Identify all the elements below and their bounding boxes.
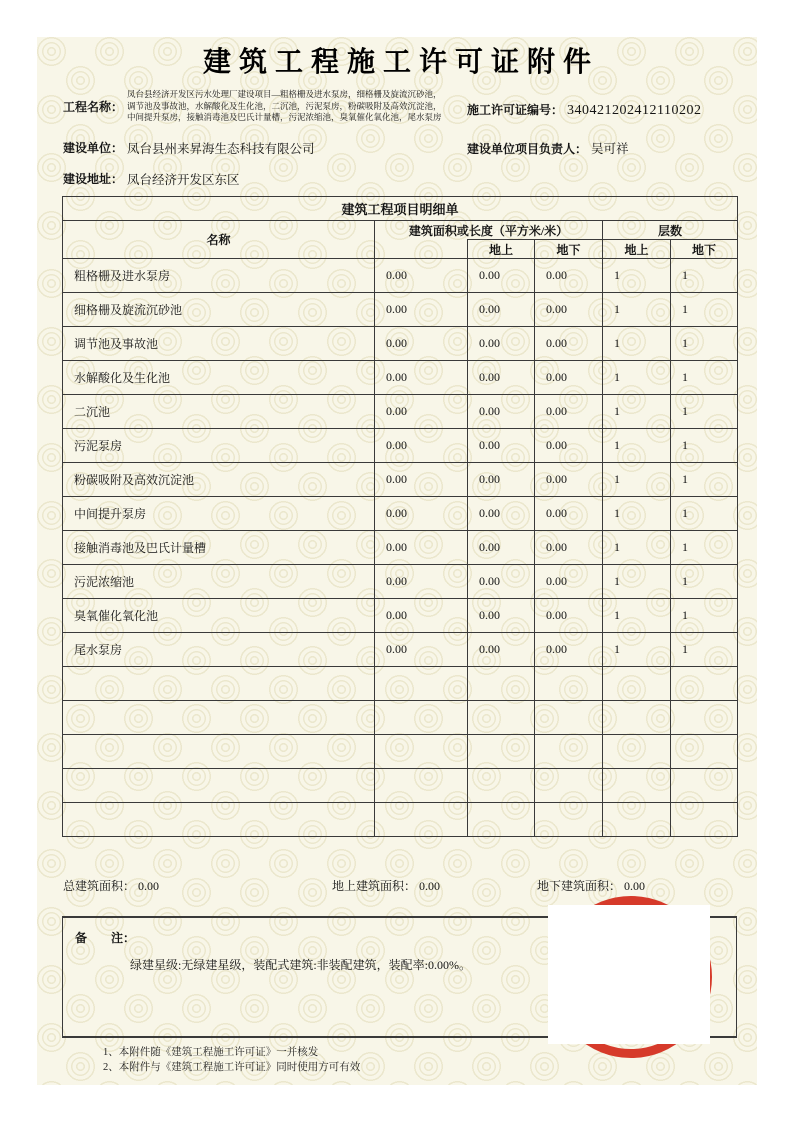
table-row-area_below: 0.00 xyxy=(535,361,603,395)
table-row-name: 二沉池 xyxy=(63,395,375,429)
table-row-area_below: 0.00 xyxy=(535,327,603,361)
table-row-name: 尾水泵房 xyxy=(63,633,375,667)
table-row-area_total: 0.00 xyxy=(375,429,468,463)
table-row xyxy=(63,599,738,633)
table-row-area_above: 0.00 xyxy=(468,293,535,327)
table-row-area_below: 0.00 xyxy=(535,395,603,429)
table-empty-row xyxy=(63,769,738,803)
table-row-area_below: 0.00 xyxy=(535,565,603,599)
seal-redaction-patch xyxy=(548,905,710,1044)
table-empty-row xyxy=(63,701,738,735)
table-row-area_total: 0.00 xyxy=(375,463,468,497)
table-empty-row-floors_above xyxy=(603,667,671,701)
table-empty-row-name xyxy=(63,803,375,837)
table-empty-row-area_total xyxy=(375,803,468,837)
table-row-floors_below: 1 xyxy=(671,633,738,667)
table-empty-row-name xyxy=(63,701,375,735)
table-row-floors_below: 1 xyxy=(671,599,738,633)
builder-label: 建设单位： xyxy=(63,141,124,155)
project-table-body xyxy=(63,197,738,837)
table-row xyxy=(63,463,738,497)
table-row-name: 水解酸化及生化池 xyxy=(63,361,375,395)
table-row-floors_above: 1 xyxy=(603,361,671,395)
table-empty-row xyxy=(63,735,738,769)
below-area-field: 地下建筑面积： 0.00 xyxy=(537,879,646,893)
table-row-area_below: 0.00 xyxy=(535,293,603,327)
table-title: 建筑工程项目明细单 xyxy=(63,197,738,221)
project-name-line-1: 凤台县经济开发区污水处理厂建设项目—粗格栅及进水泵房，细格栅及旋流沉砂池， xyxy=(127,89,442,99)
table-row-name: 粉碳吸附及高效沉淀池 xyxy=(63,463,375,497)
table-row-area_total: 0.00 xyxy=(375,395,468,429)
table-row-floors_below: 1 xyxy=(671,565,738,599)
table-row-floors_below: 1 xyxy=(671,293,738,327)
col-header-name: 名称 xyxy=(63,221,375,259)
table-row-area_below: 0.00 xyxy=(535,259,603,293)
table-row xyxy=(63,429,738,463)
table-row-floors_above: 1 xyxy=(603,395,671,429)
project-name-value xyxy=(127,89,457,124)
table-row-area_above: 0.00 xyxy=(468,633,535,667)
table-row-floors_above: 1 xyxy=(603,327,671,361)
table-empty-row-area_above xyxy=(468,667,535,701)
table-row-area_total: 0.00 xyxy=(375,531,468,565)
table-row-area_above: 0.00 xyxy=(468,395,535,429)
table-empty-row-area_total xyxy=(375,701,468,735)
table-row-floors_above: 1 xyxy=(603,565,671,599)
table-title-row xyxy=(63,197,738,221)
table-row-name: 接触消毒池及巴氏计量槽 xyxy=(63,531,375,565)
table-empty-row-area_below xyxy=(535,803,603,837)
table-row-area_above: 0.00 xyxy=(468,361,535,395)
project-name-line-2: 调节池及事故池，水解酸化及生化池，二沉池，污泥泵房，粉碳吸附及高效沉淀池， xyxy=(127,100,442,111)
table-row-area_below: 0.00 xyxy=(535,429,603,463)
manager-field xyxy=(467,139,629,158)
page-title: 建筑工程施工许可证附件 xyxy=(202,47,599,78)
above-area-field: 地上建筑面积： 0.00 xyxy=(332,879,441,893)
table-empty-row xyxy=(63,667,738,701)
permit-no-value: 340421202412110202 xyxy=(567,103,702,118)
table-row-floors_above: 1 xyxy=(603,497,671,531)
table-row-floors_below: 1 xyxy=(671,497,738,531)
table-empty-row-name xyxy=(63,667,375,701)
table-row-floors_above: 1 xyxy=(603,531,671,565)
table-row-area_total: 0.00 xyxy=(375,293,468,327)
table-empty-row-floors_below xyxy=(671,667,738,701)
permit-no-label: 施工许可证编号： xyxy=(467,103,564,117)
address-label: 建设地址： xyxy=(63,172,124,186)
table-row-area_total: 0.00 xyxy=(375,259,468,293)
table-row-name: 臭氧催化氧化池 xyxy=(63,599,375,633)
address-value: 凤台经济开发区东区 xyxy=(127,173,240,187)
table-row xyxy=(63,395,738,429)
table-row-floors_above: 1 xyxy=(603,463,671,497)
table-row-area_below: 0.00 xyxy=(535,497,603,531)
table-empty-row-name xyxy=(63,769,375,803)
table-row-area_above: 0.00 xyxy=(468,259,535,293)
table-empty-row-area_above xyxy=(468,701,535,735)
table-row-area_above: 0.00 xyxy=(468,497,535,531)
col-header-area-group: 建筑面积或长度（平方米/米） xyxy=(375,221,603,240)
col-header-floors-group: 层数 xyxy=(603,221,738,240)
table-row-name: 污泥浓缩池 xyxy=(63,565,375,599)
table-empty-row-area_above xyxy=(468,769,535,803)
table-empty-row-area_total xyxy=(375,769,468,803)
table-row-floors_below: 1 xyxy=(671,395,738,429)
table-row-name: 粗格栅及进水泵房 xyxy=(63,259,375,293)
table-empty-row-floors_below xyxy=(671,701,738,735)
table-empty-row-floors_above xyxy=(603,735,671,769)
table-row xyxy=(63,293,738,327)
table-row xyxy=(63,497,738,531)
table-empty-row xyxy=(63,803,738,837)
table-row-floors_above: 1 xyxy=(603,429,671,463)
col-header-area-above: 地上 xyxy=(468,240,535,259)
table-empty-row-area_above xyxy=(468,735,535,769)
table-empty-row-area_below xyxy=(535,735,603,769)
table-empty-row-area_total xyxy=(375,667,468,701)
project-name-label: 工程名称： xyxy=(63,100,124,114)
table-row-area_total: 0.00 xyxy=(375,361,468,395)
footnotes xyxy=(103,1045,360,1075)
remark-content: 绿建星级:无绿建星级，装配式建筑:非装配建筑，装配率:0.00%。 xyxy=(130,958,472,972)
table-empty-row-floors_below xyxy=(671,769,738,803)
table-row-area_above: 0.00 xyxy=(468,429,535,463)
col-header-area-below: 地下 xyxy=(535,240,603,259)
table-empty-row-area_below xyxy=(535,769,603,803)
table-empty-row-floors_below xyxy=(671,735,738,769)
table-row xyxy=(63,259,738,293)
project-name-line-3: 中间提升泵房，接触消毒池及巴氏计量槽，污泥浓缩池，臭氧催化氧化池，尾水泵房 xyxy=(127,112,442,122)
table-row xyxy=(63,361,738,395)
table-row-area_above: 0.00 xyxy=(468,531,535,565)
table-empty-row-floors_above xyxy=(603,769,671,803)
footnote-1: 1、本附件随《建筑工程施工许可证》一并核发 xyxy=(103,1047,319,1058)
table-row-floors_below: 1 xyxy=(671,429,738,463)
table-empty-row-area_below xyxy=(535,701,603,735)
table-row xyxy=(63,327,738,361)
table-row-area_below: 0.00 xyxy=(535,633,603,667)
table-row-floors_below: 1 xyxy=(671,259,738,293)
project-detail-table xyxy=(62,196,738,837)
table-row-area_total: 0.00 xyxy=(375,327,468,361)
table-row-area_below: 0.00 xyxy=(535,463,603,497)
table-row-floors_above: 1 xyxy=(603,259,671,293)
table-empty-row-area_below xyxy=(535,667,603,701)
table-row-area_total: 0.00 xyxy=(375,565,468,599)
footnote-2: 2、本附件与《建筑工程施工许可证》同时使用方可有效 xyxy=(103,1062,361,1073)
table-row-name: 中间提升泵房 xyxy=(63,497,375,531)
table-row xyxy=(63,531,738,565)
table-row-floors_above: 1 xyxy=(603,633,671,667)
table-row-floors_below: 1 xyxy=(671,361,738,395)
total-area-field: 总建筑面积： 0.00 xyxy=(63,879,160,893)
table-row-area_total: 0.00 xyxy=(375,633,468,667)
table-row-area_total: 0.00 xyxy=(375,497,468,531)
table-row-name: 细格栅及旋流沉砂池 xyxy=(63,293,375,327)
table-row-floors_below: 1 xyxy=(671,327,738,361)
table-row-area_below: 0.00 xyxy=(535,531,603,565)
table-empty-row-floors_below xyxy=(671,803,738,837)
table-row-area_above: 0.00 xyxy=(468,599,535,633)
table-header-row-1 xyxy=(63,221,738,240)
table-row-name: 污泥泵房 xyxy=(63,429,375,463)
table-row-area_above: 0.00 xyxy=(468,565,535,599)
col-header-floors-above: 地上 xyxy=(603,240,671,259)
builder-value: 凤台县州来昇海生态科技有限公司 xyxy=(127,142,315,156)
table-empty-row-name xyxy=(63,735,375,769)
table-row-floors_below: 1 xyxy=(671,463,738,497)
col-header-area-total xyxy=(375,240,468,259)
table-empty-row-floors_above xyxy=(603,701,671,735)
manager-value: 吴可祥 xyxy=(591,142,629,156)
table-row-floors_above: 1 xyxy=(603,599,671,633)
table-row xyxy=(63,633,738,667)
table-empty-row-area_total xyxy=(375,735,468,769)
table-row-area_above: 0.00 xyxy=(468,463,535,497)
manager-label: 建设单位项目负责人： xyxy=(467,142,588,156)
table-row-floors_above: 1 xyxy=(603,293,671,327)
table-empty-row-area_above xyxy=(468,803,535,837)
table-row-name: 调节池及事故池 xyxy=(63,327,375,361)
col-header-floors-below: 地下 xyxy=(671,240,738,259)
table-row-area_above: 0.00 xyxy=(468,327,535,361)
remark-label: 备 注： xyxy=(75,931,136,945)
table-row-area_total: 0.00 xyxy=(375,599,468,633)
table-row xyxy=(63,565,738,599)
table-row-area_below: 0.00 xyxy=(535,599,603,633)
permit-no-field xyxy=(467,101,702,119)
table-empty-row-floors_above xyxy=(603,803,671,837)
table-row-floors_below: 1 xyxy=(671,531,738,565)
